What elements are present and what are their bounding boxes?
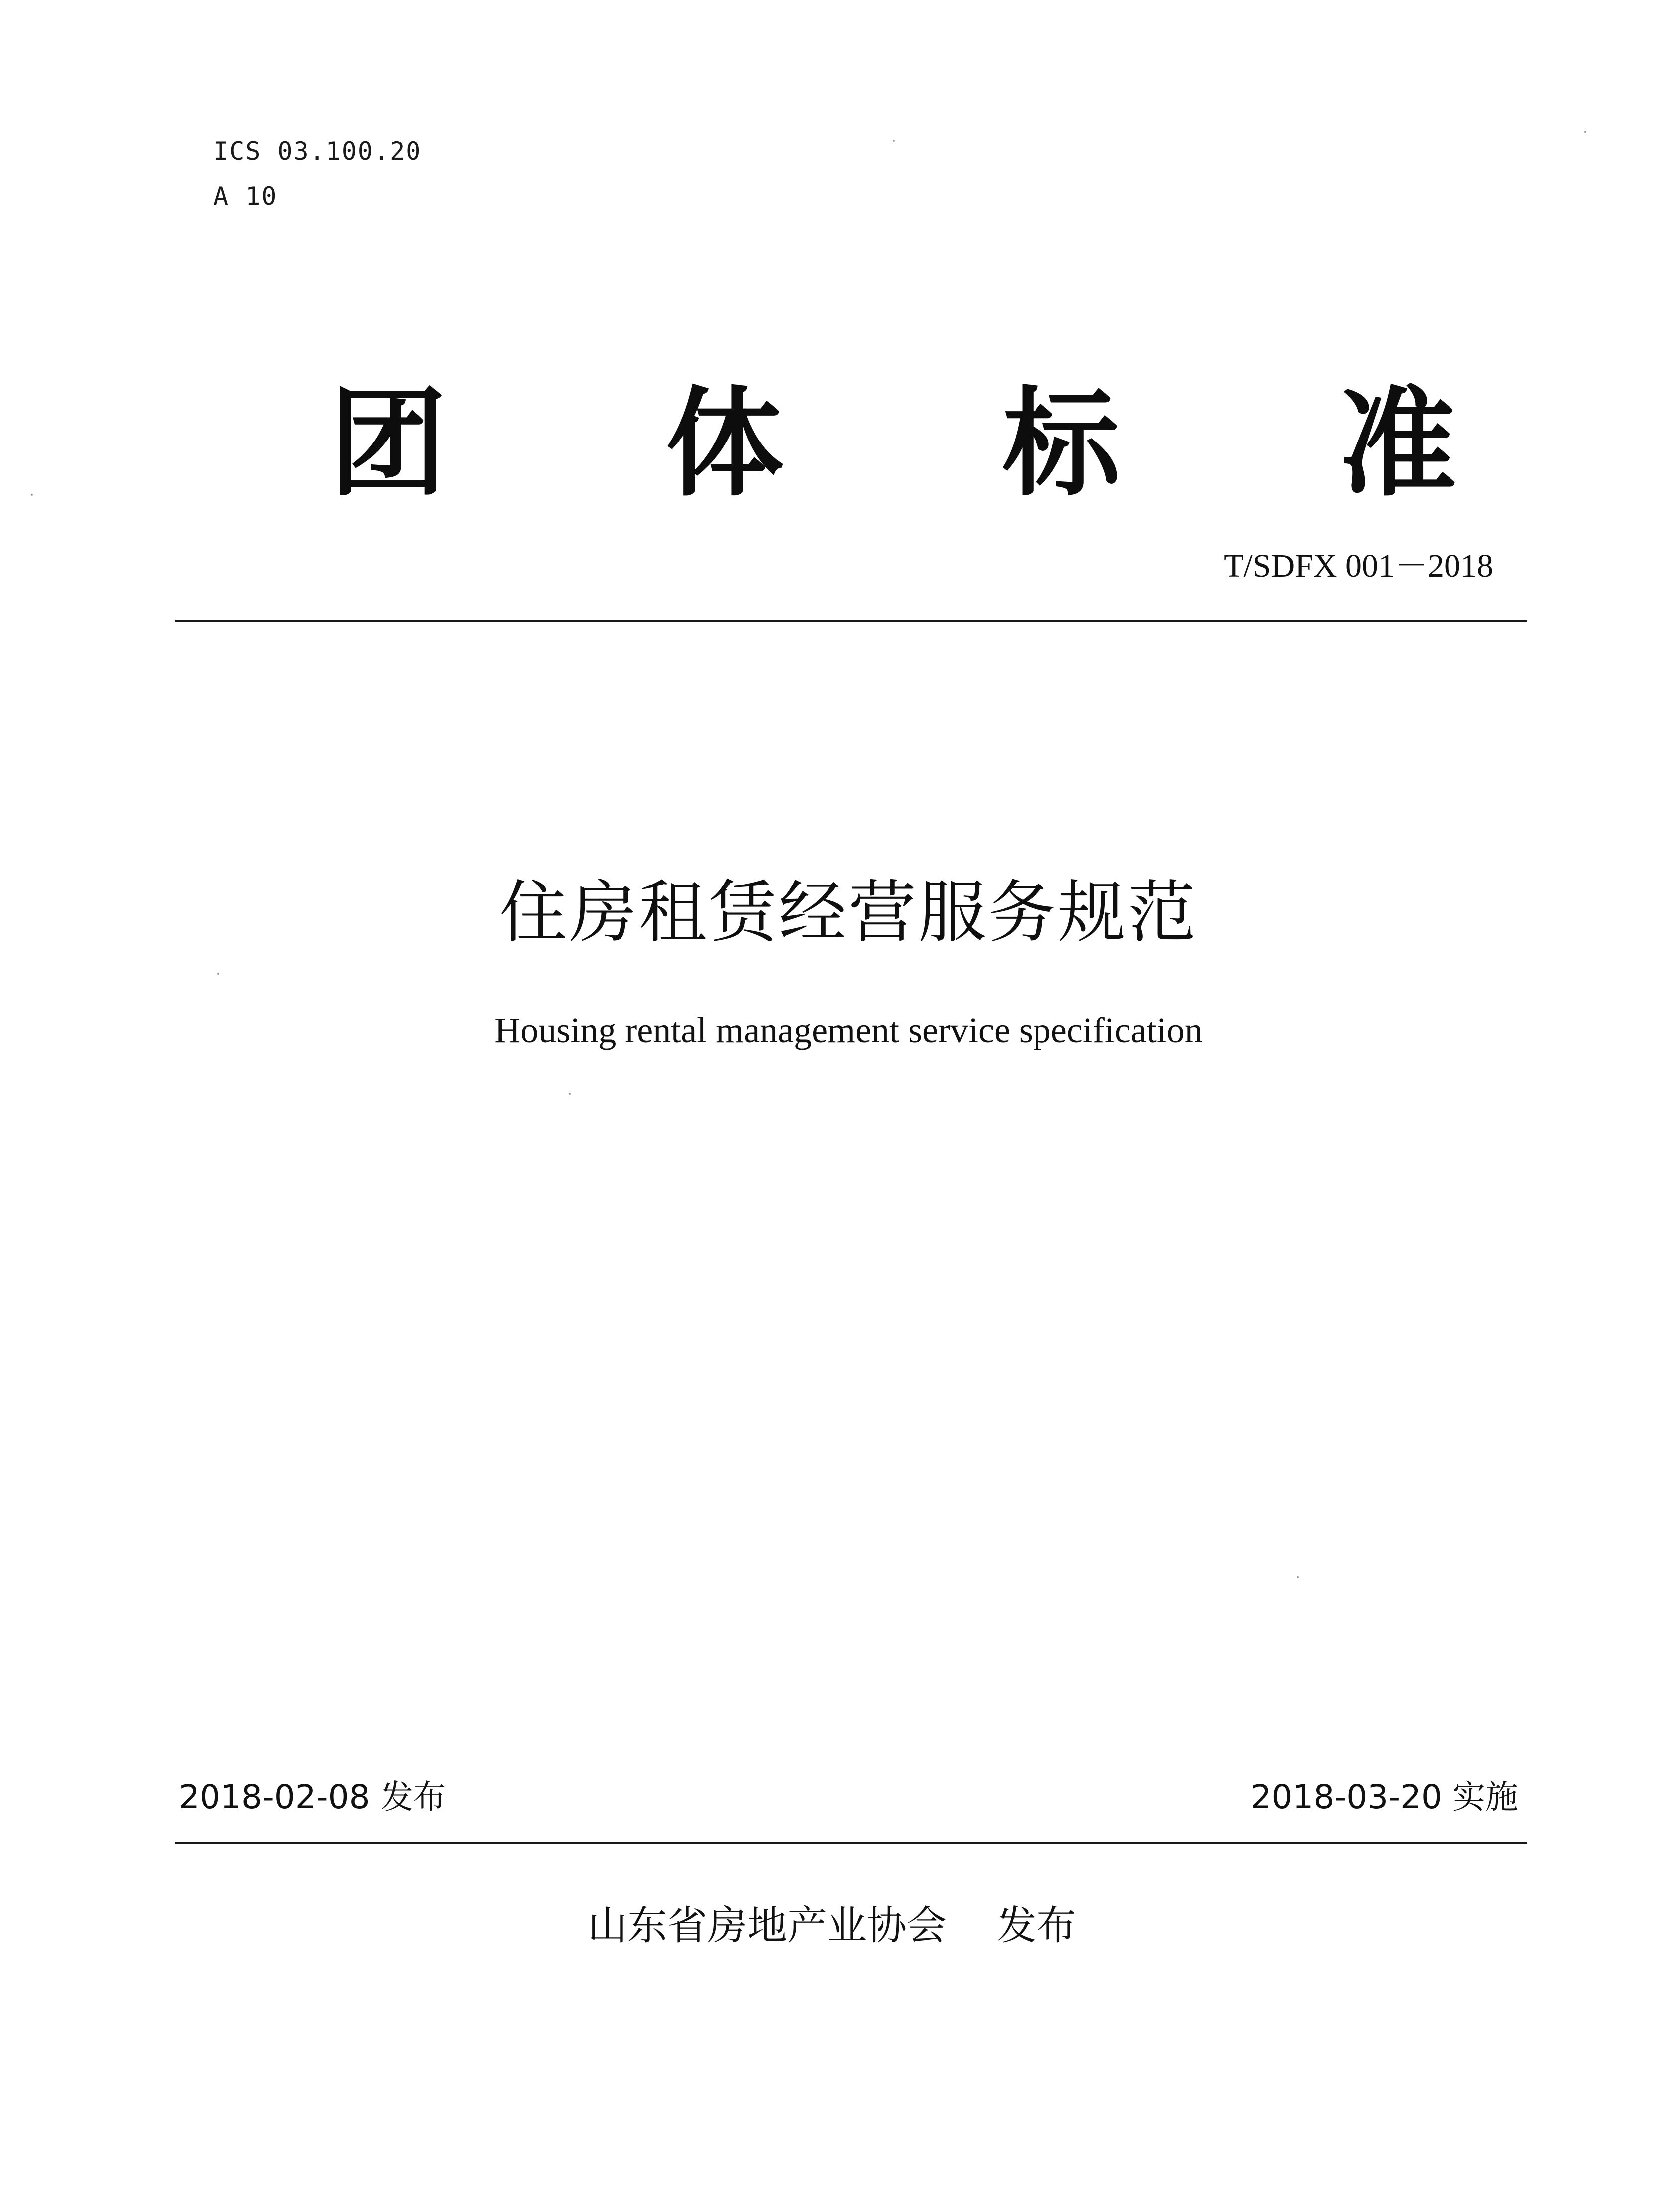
title-english: Housing rental management service specification (494, 1010, 1203, 1050)
doc-type-char: 体 (665, 375, 784, 512)
issuer-action: 发布 (997, 1902, 1076, 1949)
doc-type-char: 准 (1338, 375, 1456, 512)
footer-divider (175, 1842, 1527, 1844)
doc-type-char: 标 (1002, 375, 1120, 512)
effective-date: 2018-03-20 实施 (1250, 1778, 1518, 1816)
scan-speck (31, 494, 33, 496)
scan-speck (1297, 1576, 1299, 1578)
classification-codes (213, 129, 421, 219)
scan-speck (893, 140, 895, 142)
title-chinese: 住房租赁经营服务规范 (499, 874, 1198, 952)
scan-speck (1584, 131, 1586, 133)
ccs-code: A 10 (213, 182, 278, 211)
scan-speck (217, 973, 219, 975)
issuer-name: 山东省房地产业协会 (588, 1902, 947, 1949)
doc-type-char: 团 (329, 375, 447, 512)
header-divider (175, 620, 1527, 622)
publish-date: 2018-02-08 发布 (179, 1778, 446, 1816)
issuer-line (588, 1898, 1076, 1953)
document-type-heading (329, 375, 1456, 512)
standard-number: T/SDFX 001－2018 (1224, 548, 1493, 584)
ics-code: ICS 03.100.20 (213, 137, 422, 166)
scan-speck (569, 1093, 571, 1095)
